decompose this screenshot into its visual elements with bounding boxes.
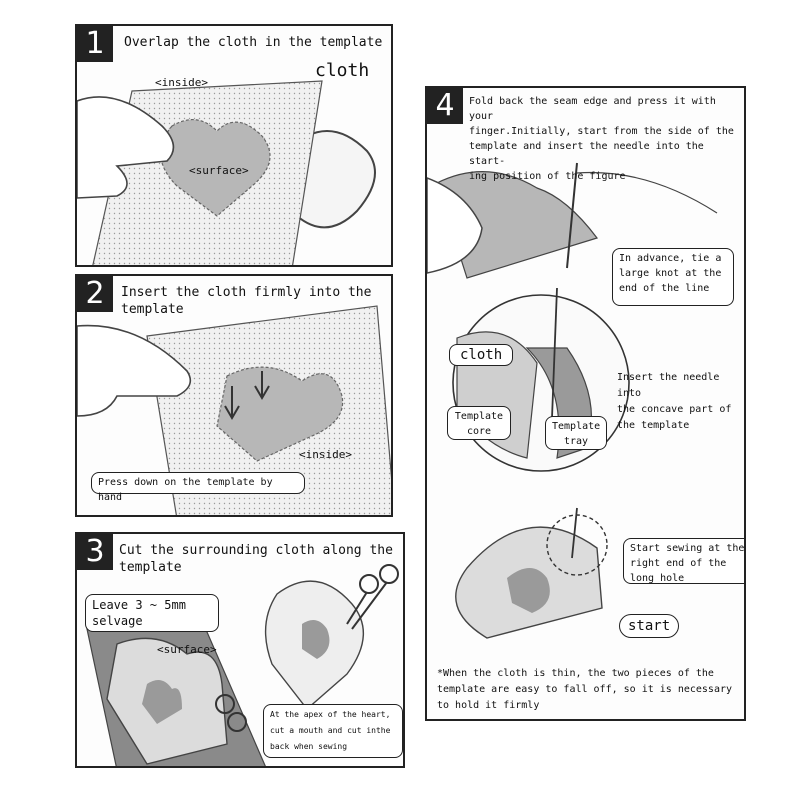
cloth-label: cloth <box>449 344 513 366</box>
step-1-panel <box>75 24 393 267</box>
step-2-title: Insert the cloth firmly into the template <box>121 285 372 317</box>
inside-label: <inside> <box>299 448 352 461</box>
template-tray-label: Template tray <box>545 416 607 450</box>
heart-apex-callout: At the apex of the heart, cut a mouth and cut inthe back when sewing <box>263 704 403 758</box>
cloth-label: cloth <box>315 60 370 81</box>
step-1-title: Overlap the cloth in the template <box>124 35 383 50</box>
step-1-number: 1 <box>77 26 113 62</box>
step-4-number: 4 <box>427 88 463 124</box>
start-sewing-callout: Start sewing at the right end of the long hole <box>623 538 746 584</box>
insert-needle-text: Insert the needle into the concave part of the template <box>617 372 732 431</box>
start-label: start <box>619 614 679 638</box>
inside-label: <inside> <box>155 76 208 89</box>
step-3-title: Cut the surrounding cloth along the template <box>119 543 393 575</box>
step-3-number: 3 <box>77 534 113 570</box>
step-2-number: 2 <box>77 276 113 312</box>
step-4-title: Fold back the seam edge and press it with your finger.Initially, start from the side of the template and insert the needle into the start- ing position of the figure <box>469 96 734 182</box>
step-2-panel <box>75 274 393 517</box>
knot-callout: In advance, tie a large knot at the end of the line <box>612 248 734 306</box>
surface-label: <surface> <box>157 643 217 656</box>
press-down-callout: Press down on the template by hand <box>91 472 305 494</box>
footnote-text: *When the cloth is thin, the two pieces of the template are easy to fall off, so it is necessary to hold it firmly <box>437 668 733 711</box>
surface-label: <surface> <box>189 164 249 177</box>
selvage-callout: Leave 3 ~ 5mm selvage <box>85 594 219 632</box>
step-3-panel <box>75 532 405 768</box>
template-core-label: Template core <box>447 406 511 440</box>
step-4-panel <box>425 86 746 721</box>
